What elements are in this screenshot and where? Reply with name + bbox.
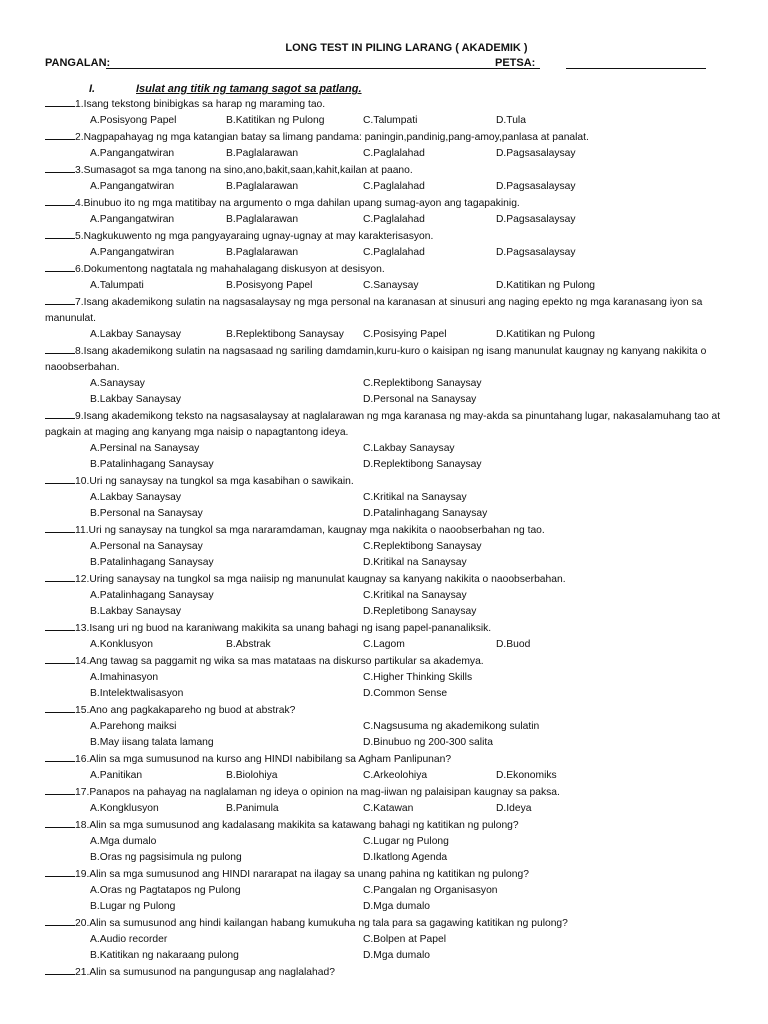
answer-blank[interactable]	[45, 261, 75, 272]
question-stem	[45, 294, 725, 327]
answer-blank[interactable]	[45, 653, 75, 664]
answer-choice: D.Pagsasalaysay	[496, 214, 576, 225]
question-text: 6.Dokumentong nagtatala ng mahahalagang diskusyon at desisyon.	[75, 264, 385, 275]
choice-row	[45, 113, 768, 129]
question-text: 17.Panapos na pahayag na naglalaman ng ideya o opinion na mag-iiwan ng palaisipan kaugnay sa paksa.	[75, 787, 560, 798]
answer-blank[interactable]	[45, 866, 75, 877]
answer-choice: D.Mga dumalo	[363, 950, 430, 961]
answer-choice: B.Paglalarawan	[226, 181, 299, 192]
section-instruction: Isulat ang titik ng tamang sagot sa patlang.	[136, 83, 362, 95]
answer-choice: B.Posisyong Papel	[226, 280, 313, 291]
question-text: 18.Alin sa mga sumusunod ang kadalasang makikita sa katawang bahagi ng katitikan ng pulong?	[75, 820, 519, 831]
answer-choice: C.Nagsusuma ng akademikong sulatin	[363, 721, 540, 732]
choice-row	[45, 948, 768, 964]
question-stem	[45, 522, 725, 539]
question-text: 10.Uri ng sanaysay na tungkol sa mga kasabihan o sawikain.	[75, 476, 354, 487]
question-text: 15.Ano ang pagkakapareho ng buod at abstrak?	[75, 705, 296, 716]
answer-choice: A.Personal na Sanaysay	[90, 541, 203, 552]
question-stem	[45, 96, 725, 113]
answer-blank[interactable]	[45, 473, 75, 484]
answer-choice: C.Talumpati	[363, 115, 418, 126]
answer-choice: D.Pagsasalaysay	[496, 181, 576, 192]
answer-choice: B.Abstrak	[226, 639, 271, 650]
answer-choice: B.Patalinhagang Sanaysay	[90, 557, 214, 568]
answer-choice: B.Patalinhagang Sanaysay	[90, 459, 214, 470]
test-title: LONG TEST IN PILING LARANG ( AKADEMIK )	[285, 42, 528, 54]
name-label: PANGALAN:	[45, 57, 111, 69]
answer-blank[interactable]	[45, 964, 75, 975]
answer-blank[interactable]	[45, 915, 75, 926]
question-text: 3.Sumasagot sa mga tanong na sino,ano,bakit,saan,kahit,kailan at paano.	[75, 165, 413, 176]
answer-blank[interactable]	[45, 702, 75, 713]
answer-choice: C.Paglalahad	[363, 247, 425, 258]
question-text: 14.Ang tawag sa paggamit ng wika sa mas matataas na diskurso partikular sa akademya.	[75, 656, 484, 667]
answer-choice: D.Tula	[496, 115, 526, 126]
answer-blank[interactable]	[45, 408, 75, 419]
section-header	[45, 82, 768, 96]
question-text: 8.Isang akademikong sulatin na nagsasaad ng sariling damdamin,kuru-kuro o kaisipan ng isang manunulat kaugnay ng kanyang nakikita o naoobserbahan.	[45, 346, 707, 373]
name-blank[interactable]	[106, 57, 540, 69]
choice-row	[45, 850, 768, 866]
answer-blank[interactable]	[45, 96, 75, 107]
question-item	[45, 522, 768, 571]
question-item	[45, 473, 768, 522]
choice-row	[45, 670, 768, 686]
question-stem	[45, 653, 725, 670]
answer-choice: A.Mga dumalo	[90, 836, 157, 847]
answer-blank[interactable]	[45, 620, 75, 631]
answer-choice: A.Panitikan	[90, 770, 143, 781]
question-stem	[45, 751, 725, 768]
choice-row	[45, 768, 768, 784]
question-item	[45, 866, 768, 915]
answer-choice: A.Pangangatwiran	[90, 181, 175, 192]
answer-choice: A.Persinal na Sanaysay	[90, 443, 200, 454]
answer-choice: C.Higher Thinking Skills	[363, 672, 473, 683]
answer-choice: A.Talumpati	[90, 280, 144, 291]
question-stem	[45, 228, 725, 245]
answer-choice: B.Panimula	[226, 803, 279, 814]
answer-choice: C.Posisying Papel	[363, 329, 447, 340]
answer-choice: B.Lugar ng Pulong	[90, 901, 176, 912]
answer-choice: A.Patalinhagang Sanaysay	[90, 590, 214, 601]
answer-choice: C.Kritikal na Sanaysay	[363, 492, 467, 503]
answer-choice: B.Intelektwalisasyon	[90, 688, 184, 699]
answer-choice: D.Kritikal na Sanaysay	[363, 557, 467, 568]
choice-row	[45, 686, 768, 702]
answer-choice: C.Arkeolohiya	[363, 770, 428, 781]
question-item	[45, 653, 768, 702]
question-item	[45, 162, 768, 195]
name-date-row	[45, 57, 768, 75]
answer-blank[interactable]	[45, 817, 75, 828]
answer-choice: B.Katitikan ng Pulong	[226, 115, 325, 126]
answer-choice: A.Sanaysay	[90, 378, 145, 389]
choice-row	[45, 327, 768, 343]
question-item	[45, 129, 768, 162]
question-stem	[45, 866, 725, 883]
answer-blank[interactable]	[45, 195, 75, 206]
question-item	[45, 751, 768, 784]
date-label: PETSA:	[495, 57, 536, 69]
answer-choice: C.Bolpen at Papel	[363, 934, 447, 945]
answer-choice: D.Binubuo ng 200-300 salita	[363, 737, 493, 748]
answer-choice: D.Ideya	[496, 803, 532, 814]
answer-blank[interactable]	[45, 784, 75, 795]
choice-row	[45, 883, 768, 899]
answer-choice: A.Oras ng Pagtatapos ng Pulong	[90, 885, 241, 896]
question-stem	[45, 620, 725, 637]
question-stem	[45, 964, 725, 981]
answer-choice: A.Imahinasyon	[90, 672, 159, 683]
answer-choice: D.Common Sense	[363, 688, 448, 699]
question-stem	[45, 408, 725, 441]
question-item	[45, 343, 768, 408]
question-item	[45, 408, 768, 473]
answer-choice: B.Paglalarawan	[226, 214, 299, 225]
question-text: 9.Isang akademikong teksto na nagsasalaysay at naglalarawan ng mga karanasa ng may-akda sa pinuntahang lugar, nakasalamuhang tao at pagkain at maging ang kanyang mga naisip o napagtantong ideya.	[45, 411, 721, 438]
question-stem	[45, 702, 725, 719]
answer-choice: B.Lakbay Sanaysay	[90, 394, 182, 405]
section-number: I.	[89, 83, 96, 95]
choice-row	[45, 539, 768, 555]
answer-choice: B.Oras ng pagsisimula ng pulong	[90, 852, 242, 863]
answer-choice: D.Buod	[496, 639, 531, 650]
date-blank[interactable]	[566, 57, 706, 69]
answer-choice: C.Lugar ng Pulong	[363, 836, 449, 847]
question-item	[45, 817, 768, 866]
answer-blank[interactable]	[45, 129, 75, 140]
answer-choice: A.Pangangatwiran	[90, 214, 175, 225]
answer-choice: D.Patalinhagang Sanaysay	[363, 508, 488, 519]
answer-choice: A.Lakbay Sanaysay	[90, 329, 182, 340]
question-stem	[45, 261, 725, 278]
choice-row	[45, 212, 768, 228]
answer-choice: B.Katitikan ng nakaraang pulong	[90, 950, 239, 961]
question-text: 1.Isang tekstong binibigkas sa harap ng maraming tao.	[75, 99, 326, 110]
question-text: 5.Nagkukuwento ng mga pangyayaraing ugnay-ugnay at may karakterisasyon.	[75, 231, 434, 242]
choice-row	[45, 801, 768, 817]
question-item	[45, 915, 768, 964]
answer-choice: C.Replektibong Sanaysay	[363, 541, 482, 552]
question-list	[45, 96, 768, 981]
answer-choice: A.Pangangatwiran	[90, 148, 175, 159]
question-stem	[45, 817, 725, 834]
answer-choice: C.Paglalahad	[363, 181, 425, 192]
question-item	[45, 195, 768, 228]
question-text: 12.Uring sanaysay na tungkol sa mga naiisip ng manunulat kaugnay sa kanyang nakikita o naoobserbahan.	[75, 574, 566, 585]
question-stem	[45, 129, 725, 146]
question-item	[45, 294, 768, 343]
choice-row	[45, 245, 768, 261]
question-item	[45, 964, 768, 981]
answer-choice: D.Repletibong Sanaysay	[363, 606, 477, 617]
answer-choice: C.Paglalahad	[363, 148, 425, 159]
question-text: 13.Isang uri ng buod na karaniwang makikita sa unang bahagi ng isang papel-pananaliksik.	[75, 623, 492, 634]
answer-blank[interactable]	[45, 294, 75, 305]
answer-choice: D.Pagsasalaysay	[496, 247, 576, 258]
answer-choice: B.Lakbay Sanaysay	[90, 606, 182, 617]
question-text: 16.Alin sa mga sumusunod na kurso ang HINDI nabibilang sa Agham Panlipunan?	[75, 754, 452, 765]
choice-row	[45, 588, 768, 604]
choice-row	[45, 719, 768, 735]
answer-choice: D.Mga dumalo	[363, 901, 430, 912]
question-text: 2.Nagpapahayag ng mga katangian batay sa limang pandama: paningin,pandinig,pang-amoy,panlasa at panalat.	[75, 132, 589, 143]
answer-choice: B.May iisang talata lamang	[90, 737, 214, 748]
answer-choice: B.Biolohiya	[226, 770, 278, 781]
answer-choice: A.Audio recorder	[90, 934, 168, 945]
question-text: 21.Alin sa sumusunod na pangungusap ang naglalahad?	[75, 967, 335, 978]
answer-choice: D.Ikatlong Agenda	[363, 852, 448, 863]
answer-blank[interactable]	[45, 522, 75, 533]
answer-blank[interactable]	[45, 343, 75, 354]
answer-choice: C.Lagom	[363, 639, 405, 650]
answer-choice: A.Konklusyon	[90, 639, 153, 650]
choice-row	[45, 179, 768, 195]
choice-row	[45, 376, 768, 392]
choice-row	[45, 834, 768, 850]
answer-choice: C.Katawan	[363, 803, 414, 814]
answer-blank[interactable]	[45, 751, 75, 762]
answer-choice: A.Kongklusyon	[90, 803, 159, 814]
choice-row	[45, 735, 768, 751]
question-text: 7.Isang akademikong sulatin na nagsasalaysay ng mga personal na karanasan at sinusuri ang naging epekto ng mga karanasang iyon sa manunulat.	[45, 297, 703, 324]
choice-row	[45, 146, 768, 162]
choice-row	[45, 490, 768, 506]
question-text: 19.Alin sa mga sumusunod ang HINDI nararapat na ilagay sa unang pahina ng katitikan ng pulong?	[75, 869, 529, 880]
answer-choice: A.Posisyong Papel	[90, 115, 177, 126]
question-item	[45, 96, 768, 129]
answer-choice: B.Paglalarawan	[226, 247, 299, 258]
question-stem	[45, 195, 725, 212]
question-text: 20.Alin sa sumusunod ang hindi kailangan habang kumukuha ng tala para sa gagawing katitikan ng pulong?	[75, 918, 568, 929]
choice-row	[45, 392, 768, 408]
question-item	[45, 228, 768, 261]
answer-choice: C.Paglalahad	[363, 214, 425, 225]
answer-choice: C.Lakbay Sanaysay	[363, 443, 455, 454]
question-text: 11.Uri ng sanaysay na tungkol sa mga nararamdaman, kaugnay mga nakikita o naoobserbahan ng tao.	[75, 525, 545, 536]
answer-choice: D.Katitikan ng Pulong	[496, 280, 596, 291]
choice-row	[45, 899, 768, 915]
question-stem	[45, 915, 725, 932]
question-item	[45, 261, 768, 294]
answer-choice: D.Replektibong Sanaysay	[363, 459, 482, 470]
question-stem	[45, 784, 725, 801]
answer-choice: D.Katitikan ng Pulong	[496, 329, 596, 340]
question-item	[45, 702, 768, 751]
choice-row	[45, 441, 768, 457]
answer-blank[interactable]	[45, 162, 75, 173]
answer-choice: A.Parehong maiksi	[90, 721, 177, 732]
choice-row	[45, 278, 768, 294]
choice-row	[45, 457, 768, 473]
answer-blank[interactable]	[45, 571, 75, 582]
answer-choice: A.Pangangatwiran	[90, 247, 175, 258]
question-stem	[45, 343, 725, 376]
answer-choice: B.Paglalarawan	[226, 148, 299, 159]
question-text: 4.Binubuo ito ng mga matitibay na argumento o mga dahilan upang sumag-ayon ang tagapakinig.	[75, 198, 520, 209]
answer-choice: A.Lakbay Sanaysay	[90, 492, 182, 503]
question-stem	[45, 571, 725, 588]
question-stem	[45, 473, 725, 490]
choice-row	[45, 555, 768, 571]
question-stem	[45, 162, 725, 179]
answer-choice: D.Personal na Sanaysay	[363, 394, 477, 405]
answer-choice: C.Sanaysay	[363, 280, 419, 291]
choice-row	[45, 637, 768, 653]
answer-choice: C.Kritikal na Sanaysay	[363, 590, 467, 601]
choice-row	[45, 932, 768, 948]
answer-choice: C.Pangalan ng Organisasyon	[363, 885, 498, 896]
choice-row	[45, 506, 768, 522]
question-item	[45, 571, 768, 620]
answer-choice: D.Ekonomiks	[496, 770, 557, 781]
question-item	[45, 784, 768, 817]
answer-choice: D.Pagsasalaysay	[496, 148, 576, 159]
answer-choice: B.Personal na Sanaysay	[90, 508, 203, 519]
answer-choice: C.Replektibong Sanaysay	[363, 378, 482, 389]
answer-blank[interactable]	[45, 228, 75, 239]
choice-row	[45, 604, 768, 620]
answer-choice: B.Replektibong Sanaysay	[226, 329, 344, 340]
question-item	[45, 620, 768, 653]
